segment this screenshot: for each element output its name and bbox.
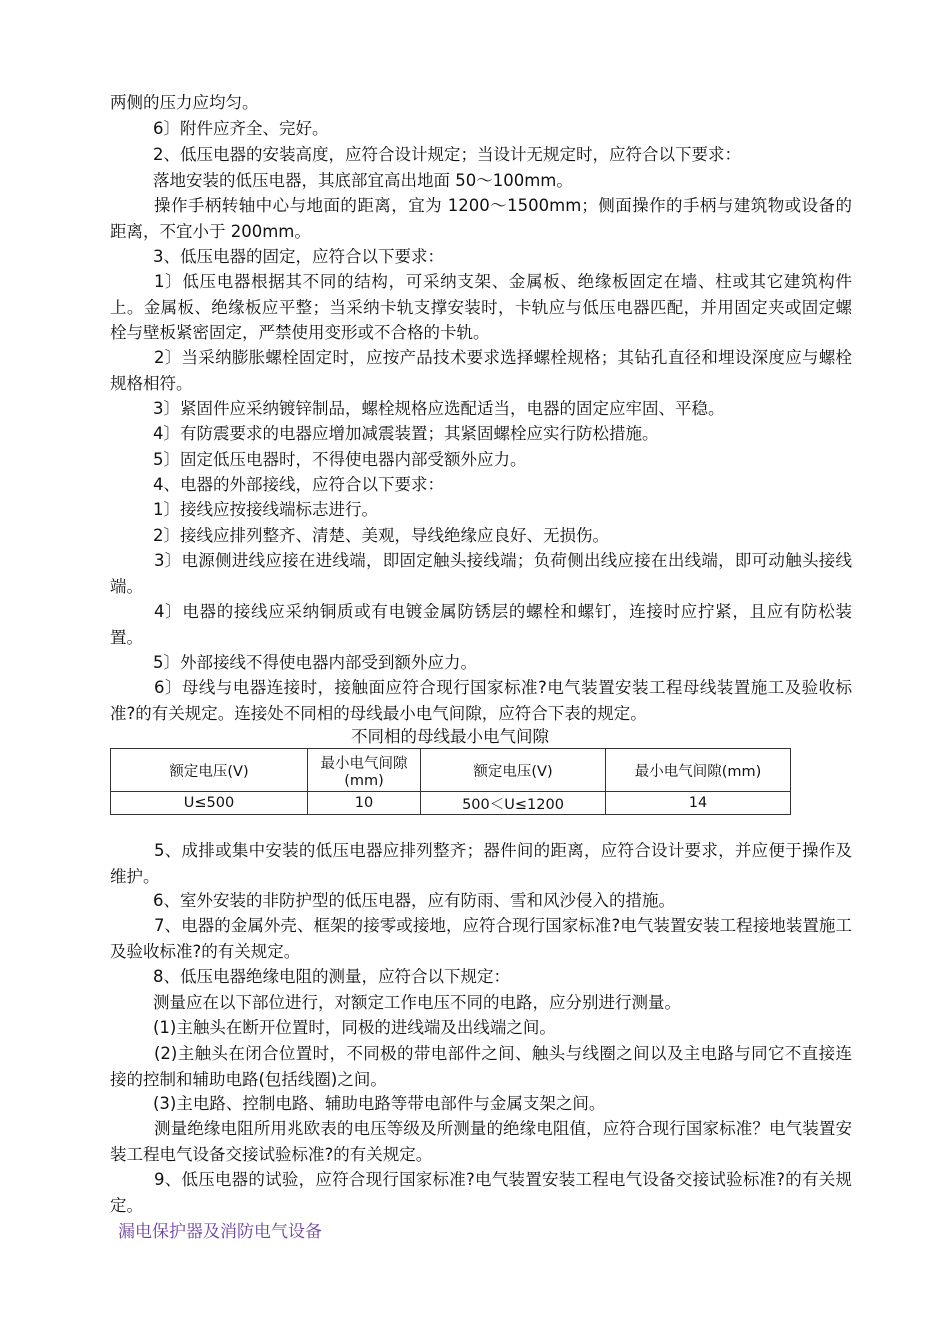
paragraph: 8、低压电器绝缘电阻的测量，应符合以下规定：	[153, 967, 510, 986]
paragraph: 5〕固定低压电器时，不得使电器内部受额外应力。	[153, 450, 527, 469]
paragraph: 操作手柄转轴中心与地面的距离，宜为 1200～1500mm；侧面操作的手柄与建筑物或设备的距离，不宜小于 200mm。	[110, 196, 852, 241]
table-header-row	[111, 749, 791, 792]
table-caption: 不同相的母线最小电气间隙	[351, 727, 549, 746]
paragraph: 9、低压电器的试验，应符合现行国家标准?电气装置安装工程电气设备交接试验标准?的有关规定。	[110, 1170, 852, 1215]
paragraph: 两侧的压力应均匀。	[110, 93, 259, 112]
table-header-cell: 额定电压(V)	[421, 749, 606, 792]
paragraph: 3〕紧固件应采纳镀锌制品，螺栓规格应选配适当，电器的固定应牢固、平稳。	[153, 399, 725, 418]
table-cell: U≤500	[111, 792, 308, 815]
table-header-cell: 最小电气间隙(mm)	[308, 749, 421, 792]
paragraph: (1)主触头在断开位置时，同极的进线端及出线端之间。	[153, 1018, 556, 1037]
table-cell: 14	[606, 792, 791, 815]
paragraph: 1〕接线应按接线端标志进行。	[153, 500, 378, 519]
paragraph: 4〕有防震要求的电器应增加减震装置；其紧固螺栓应实行防松措施。	[153, 424, 659, 443]
paragraph: 测量绝缘电阻所用兆欧表的电压等级及所测量的绝缘电阻值，应符合现行国家标准？电气装置安装工程电气设备交接试验标准?的有关规定。	[110, 1119, 852, 1164]
table-header-cell: 最小电气间隙(mm)	[606, 749, 791, 792]
paragraph: 2、低压电器的安装高度，应符合设计规定；当设计无规定时，应符合以下要求：	[153, 145, 741, 164]
paragraph: 2〕接线应排列整齐、清楚、美观，导线绝缘应良好、无损伤。	[153, 526, 609, 545]
clearance-table	[110, 748, 791, 815]
paragraph: 5、成排或集中安装的低压电器应排列整齐；器件间的距离，应符合设计要求，并应便于操作及维护。	[110, 841, 852, 886]
paragraph: (2)主触头在闭合位置时，不同极的带电部件之间、触头与线圈之间以及主电路与同它不直接连接的控制和辅助电路(包括线圈)之间。	[110, 1044, 852, 1089]
paragraph: 4〕电器的接线应采纳铜质或有电镀金属防锈层的螺栓和螺钉，连接时应拧紧，且应有防松装置。	[110, 602, 852, 647]
paragraph: 7、电器的金属外壳、框架的接零或接地，应符合现行国家标准?电气装置安装工程接地装置施工及验收标准?的有关规定。	[110, 916, 852, 961]
table-cell: 500＜U≤1200	[421, 792, 606, 815]
paragraph: (3)主电路、控制电路、辅助电路等带电部件与金属支架之间。	[153, 1094, 606, 1113]
paragraph: 6、室外安装的非防护型的低压电器，应有防雨、雪和风沙侵入的措施。	[153, 891, 675, 910]
paragraph: 5〕外部接线不得使电器内部受到额外应力。	[153, 653, 477, 672]
section-heading: 漏电保护器及消防电气设备	[118, 1222, 322, 1242]
paragraph: 3、低压电器的固定，应符合以下要求：	[153, 247, 444, 266]
paragraph: 6〕母线与电器连接时，接触面应符合现行国家标准?电气装置安装工程母线装置施工及验收标准?的有关规定。连接处不同相的母线最小电气间隙，应符合下表的规定。	[110, 678, 852, 723]
paragraph: 6〕附件应齐全、完好。	[153, 119, 329, 138]
table-cell: 10	[308, 792, 421, 815]
table-header-cell: 额定电压(V)	[111, 749, 308, 792]
paragraph: 3〕电源侧进线应接在进线端，即固定触头接线端；负荷侧出线应接在出线端，即可动触头接线端。	[110, 551, 852, 596]
paragraph: 1〕低压电器根据其不同的结构，可采纳支架、金属板、绝缘板固定在墙、柱或其它建筑构件上。金属板、绝缘板应平整；当采纳卡轨支撑安装时，卡轨应与低压电器匹配，并用固定夹或固定螺栓与壁板紧密固定，严禁使用变形或不合格的卡轨。	[110, 272, 852, 342]
table-row	[111, 792, 791, 815]
paragraph: 2〕当采纳膨胀螺栓固定时，应按产品技术要求选择螺栓规格；其钻孔直径和埋设深度应与螺栓规格相符。	[110, 348, 852, 393]
paragraph: 4、电器的外部接线，应符合以下要求：	[153, 475, 444, 494]
paragraph: 落地安装的低压电器，其底部宜高出地面 50～100mm。	[153, 171, 573, 190]
paragraph: 测量应在以下部位进行，对额定工作电压不同的电路，应分别进行测量。	[153, 993, 681, 1012]
